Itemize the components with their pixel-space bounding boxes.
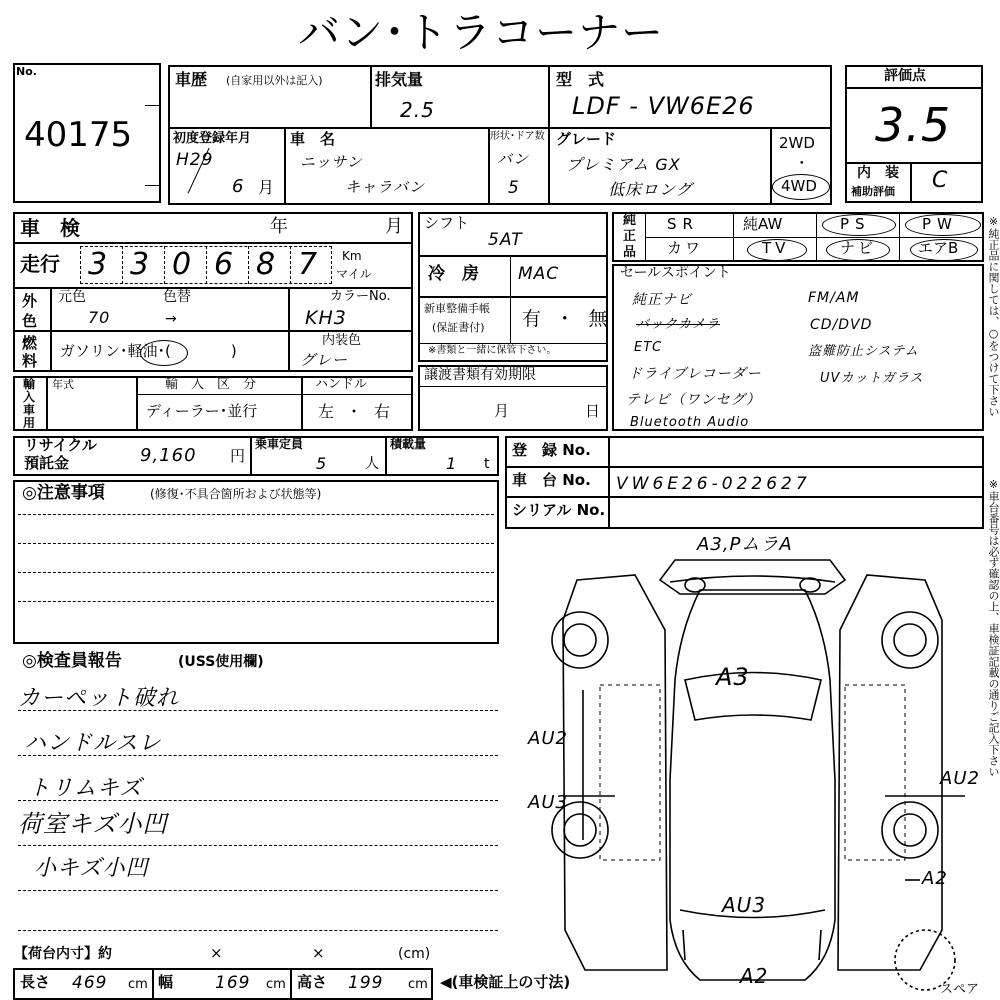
equip-leather: カワ (667, 239, 704, 257)
exterior-color-label: 外色 (22, 292, 38, 330)
transfer-day: 日 (585, 402, 601, 420)
equip-ps: PS (840, 215, 871, 233)
fuel-options: ガソリン･軽油･( ) (60, 342, 237, 360)
sales-point: ドライブレコーダー (628, 366, 762, 382)
height-value: 199 (348, 973, 384, 993)
mileage-digit: 3 (130, 247, 151, 282)
load-unit: t (484, 456, 490, 472)
color-no-label: カラーNo. (330, 289, 391, 304)
width-label: 幅 (158, 973, 174, 991)
sales-point: バックカメラ (636, 317, 721, 332)
caution-label: ◎注意事項 (22, 483, 105, 503)
sales-point: UVカットガラス (820, 371, 924, 386)
exterior-color-value: 70 (88, 308, 111, 327)
mileage-digit: 8 (256, 247, 277, 282)
caution-note: (修復･不具合箇所および状態等) (150, 487, 322, 501)
damage-mark: AU3 (722, 893, 767, 917)
no-label: No. (16, 65, 37, 78)
damage-mark: A2 (922, 868, 948, 889)
car-name-line2: キャラバン (345, 178, 426, 196)
mileage-digits (80, 246, 332, 284)
damage-mark: AU2 (940, 768, 980, 789)
sales-points-label: セールスポイント (620, 265, 731, 281)
mileage-label: 走行 (20, 252, 60, 276)
capacity-label: 乗車定員 (255, 437, 304, 451)
length-label: 長さ (20, 973, 51, 991)
cargo-times-1: × (210, 944, 223, 962)
inspector-line: ハンドルスレ (24, 731, 162, 756)
first-reg-era: H29 (176, 150, 214, 170)
cargo-label: 【荷台内寸】約 (14, 946, 112, 962)
grade-line2: 低床ロング (608, 180, 693, 199)
handle-value: 左 ･ 右 (318, 402, 391, 421)
length-value: 469 (72, 973, 108, 993)
inspector-line: カーペット破れ (18, 686, 180, 711)
first-reg-month: 6 (232, 176, 245, 197)
spare-label: スペア (940, 982, 980, 997)
equip-pw: PW (922, 215, 958, 233)
caution-box (13, 480, 499, 644)
sales-point: CD/DVD (810, 317, 873, 333)
model-type-value: LDF - VW6E26 (572, 92, 755, 120)
displacement-value: 2.5 (400, 98, 435, 122)
interior-rating: C (932, 168, 949, 193)
capacity-unit: 人 (365, 456, 379, 472)
interior-color-value: グレー (300, 351, 349, 369)
recycle-unit: 円 (230, 447, 246, 465)
side-note-equipment: ※純正品に関しては、○をつけて下さい (987, 215, 1000, 417)
grade-label: グレード (556, 130, 617, 148)
recycle-value: 9,160 (140, 445, 197, 466)
rating-value: 3.5 (875, 98, 952, 152)
width-unit: cm (266, 977, 286, 992)
ac-label: 冷 房 (428, 264, 479, 284)
mileage-unit-mile: マイル (336, 267, 372, 281)
drive-dot: ･ (798, 154, 806, 172)
damage-mark: A3,PムラA (697, 534, 793, 555)
damage-mark: A3 (716, 663, 750, 691)
drive-2wd: 2WD (779, 134, 815, 152)
mileage-digit: 7 (298, 247, 319, 282)
inspector-note: (USS使用欄) (178, 654, 264, 670)
history-note: (自家用以外は記入) (226, 74, 323, 87)
import-category-value: ディーラー･並行 (146, 402, 258, 420)
maintenance-label-2: (保証書付) (432, 321, 485, 334)
sales-point: FM/AM (808, 290, 860, 306)
maintenance-label-1: 新車整備手帳 (424, 302, 490, 315)
fuel-selected-circle (140, 340, 188, 366)
model-type-label: 型 式 (556, 70, 605, 89)
damage-mark: AU2 (528, 728, 568, 749)
maintenance-value: 有 ･ 無 (522, 308, 608, 330)
capacity-value: 5 (316, 454, 328, 473)
mileage-digit: 6 (214, 247, 235, 282)
dimensions-note: ◀(車検証上の寸法) (440, 973, 571, 991)
import-label: 輸入車用 (23, 377, 36, 430)
transfer-label: 譲渡書類有効期限 (424, 367, 536, 383)
displacement-label: 排気量 (375, 70, 424, 89)
mileage-digit: 3 (88, 247, 109, 282)
registration-label: 登 録 No. (512, 441, 591, 459)
lot-number: 40175 (24, 115, 133, 155)
car-name-line1: ニッサン (300, 153, 363, 171)
inspection-label: 車 検 (20, 216, 80, 240)
interior-label-1: 内 装 (857, 165, 899, 181)
damage-mark: A2 (740, 964, 769, 988)
recycle-label-1: リサイクル (24, 436, 97, 454)
chassis-label: 車 台 No. (512, 471, 591, 489)
vehicle-diagram (505, 530, 985, 1000)
load-label: 積載量 (390, 437, 427, 451)
sales-point: テレビ（ワンセグ） (626, 392, 762, 408)
fuel-label: 燃料 (22, 334, 38, 370)
color-no-value: KH3 (305, 307, 347, 329)
height-label: 高さ (297, 973, 328, 991)
sales-point: ETC (634, 340, 663, 355)
cargo-unit: (cm) (398, 946, 431, 962)
history-label: 車歴 (175, 70, 208, 89)
sales-point: 盗難防止システム (808, 344, 919, 359)
load-value: 1 (446, 454, 458, 473)
length-unit: cm (128, 977, 148, 992)
first-reg-label: 初度登録年月 (173, 131, 252, 146)
interior-color-label: 内装色 (322, 333, 362, 348)
import-year-label: 年式 (52, 378, 74, 391)
recycle-label-2: 預託金 (24, 454, 70, 472)
drive-4wd: 4WD (781, 177, 817, 195)
handle-label: ハンドル (315, 377, 368, 392)
first-reg-month-unit: 月 (258, 178, 275, 197)
exterior-color-arrow: → (165, 311, 177, 327)
inspector-line: 荷室キズ小凹 (18, 810, 168, 838)
equip-tv: TV (762, 239, 790, 257)
orig-color-label: 元色 (58, 289, 86, 305)
car-name-label: 車 名 (290, 130, 336, 148)
equipment-label: 純正品 (623, 213, 637, 260)
mileage-digit: 0 (172, 247, 193, 282)
sales-point: 純正ナビ (632, 292, 692, 308)
doors-value: 5 (508, 178, 520, 198)
transfer-month: 月 (494, 402, 510, 420)
damage-mark: AU3 (528, 792, 568, 813)
chassis-value: VW6E26-022627 (616, 474, 811, 494)
equip-airbag: エアB (918, 239, 959, 257)
sales-point: Bluetooth Audio (630, 415, 750, 430)
shape-doors-label: 形状･ドア数 (490, 131, 545, 142)
interior-label-2: 補助評価 (851, 185, 895, 198)
shape-value: バン (497, 150, 530, 168)
mileage-unit-km: Km (342, 249, 362, 263)
import-category-label: 輸 入 区 分 (165, 377, 257, 392)
serial-label: シリアル No. (512, 501, 606, 519)
cargo-times-2: × (312, 944, 325, 962)
ac-value: MAC (518, 264, 560, 284)
inspector-line: トリムキズ (28, 776, 143, 801)
maintenance-note: ※書類と一緒に保管下さい。 (428, 345, 557, 356)
change-color-label: 色替 (163, 289, 191, 305)
equip-genuine-aw: 純AW (743, 215, 783, 233)
inspector-label: ◎検査員報告 (22, 651, 122, 671)
shift-value: 5AT (488, 230, 523, 250)
inspection-month: 月 (385, 216, 403, 237)
grade-line1: プレミアム GX (566, 155, 681, 174)
shift-label: シフト (424, 214, 470, 232)
equip-navi: ナビ (840, 239, 877, 257)
page-title: バン･トラコーナー (298, 8, 665, 57)
width-value: 169 (215, 973, 251, 993)
rating-label: 評価点 (884, 68, 926, 84)
equip-sr: SR (667, 215, 699, 233)
inspection-year: 年 (270, 216, 288, 237)
height-unit: cm (408, 977, 428, 992)
side-note-chassis: ※車台番号は必ず確認の上、車検証記載の通りご記入下さい (987, 478, 1000, 777)
inspector-line: 小キズ小凹 (34, 856, 149, 881)
